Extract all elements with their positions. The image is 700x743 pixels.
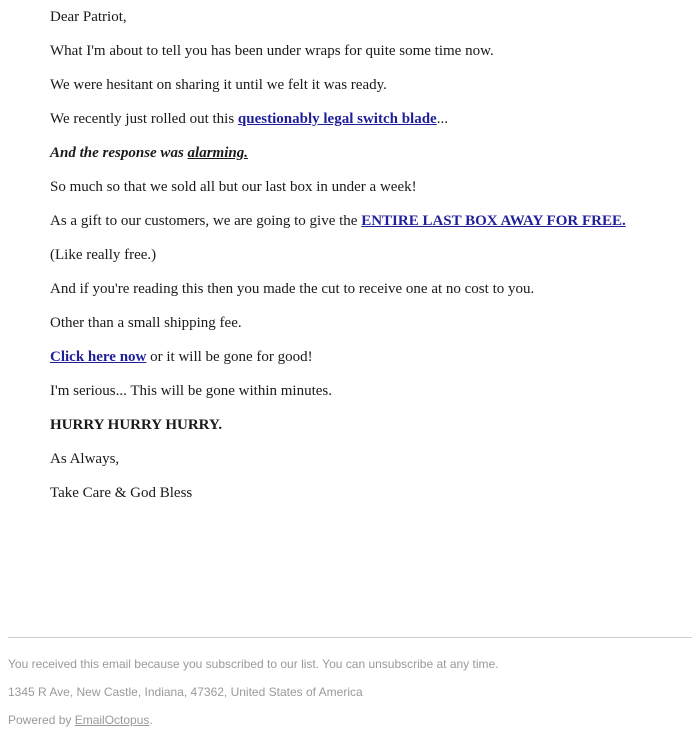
powered-by-prefix: Powered by: [8, 713, 75, 727]
paragraph-shipping-fee: Other than a small shipping fee.: [50, 315, 242, 331]
paragraph-made-cut: And if you're reading this then you made the cut to receive one at no cost to you.: [50, 281, 535, 297]
paragraph-hurry: HURRY HURRY HURRY.: [50, 417, 223, 433]
footer-divider: [8, 637, 692, 638]
paragraph-as-always: As Always,: [50, 451, 120, 467]
footer-subscription-notice: You received this email because you subscribed to our list. You can unsubscribe at any time.: [8, 657, 499, 671]
switch-blade-link[interactable]: questionably legal switch blade: [237, 111, 437, 127]
paragraph-really-free: (Like really free.): [50, 247, 157, 263]
paragraph-rolled-out: [50, 110, 650, 128]
paragraph-sold: So much so that we sold all but our last box in under a week!: [50, 179, 417, 195]
response-prefix: And the response was: [50, 145, 188, 161]
click-here-link[interactable]: Click here now: [50, 349, 147, 365]
gift-prefix: As a gift to our customers, we are going to give the: [50, 213, 362, 229]
free-box-link[interactable]: ENTIRE LAST BOX AWAY FOR FREE.: [361, 213, 626, 229]
rolled-out-suffix: ...: [436, 111, 448, 127]
signoff: Take Care & God Bless: [50, 485, 193, 501]
footer-powered-by: [8, 713, 692, 727]
paragraph-serious: I'm serious... This will be gone within minutes.: [50, 383, 332, 399]
footer-address: 1345 R Ave, New Castle, Indiana, 47362, United States of America: [8, 685, 363, 699]
paragraph-under-wraps: What I'm about to tell you has been under wraps for quite some time now.: [50, 43, 494, 59]
email-footer: [8, 657, 692, 741]
email-body: [50, 8, 650, 518]
rolled-out-prefix: We recently just rolled out this: [50, 111, 238, 127]
paragraph-gift: [50, 212, 650, 230]
response-emphasis: alarming.: [187, 145, 248, 161]
powered-by-suffix: .: [149, 713, 153, 727]
emailoctopus-link[interactable]: EmailOctopus: [74, 713, 150, 727]
greeting: Dear Patriot,: [50, 9, 127, 25]
click-here-suffix: or it will be gone for good!: [146, 349, 313, 365]
paragraph-hesitant: We were hesitant on sharing it until we felt it was ready.: [50, 77, 387, 93]
paragraph-click-here: [50, 348, 650, 366]
paragraph-response: [50, 144, 650, 162]
